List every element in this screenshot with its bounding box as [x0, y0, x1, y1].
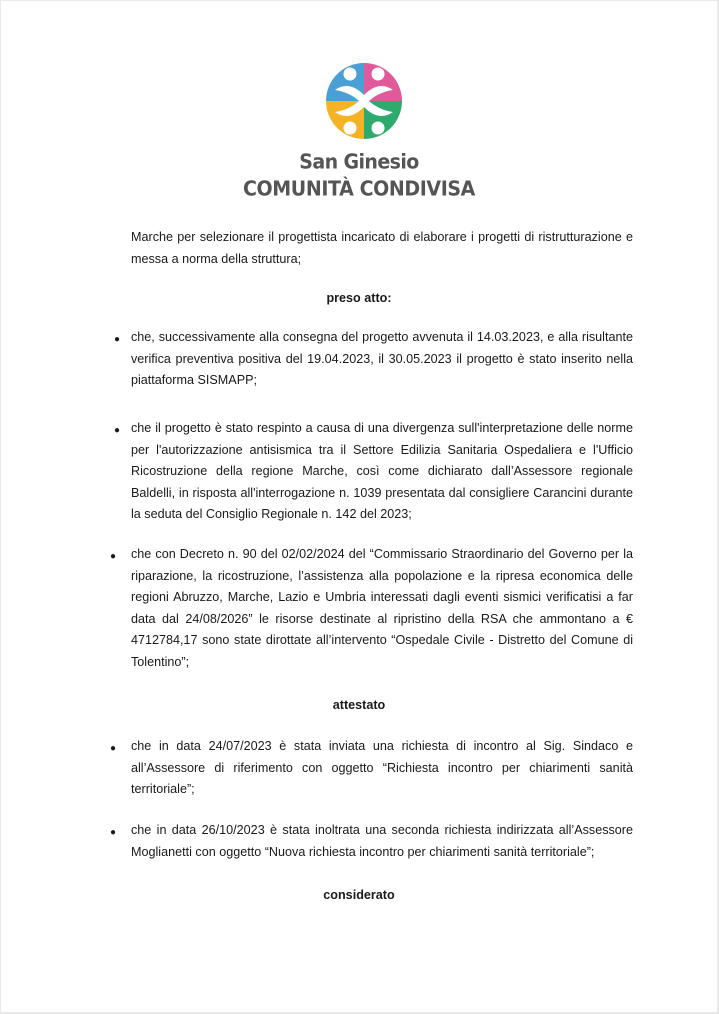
- san-ginesio-community-logo: [325, 60, 403, 142]
- bullet-marker: ●: [110, 743, 117, 754]
- list-item-5: che in data 26/10/2023 è stata inoltrata una seconda richiesta indirizzata all’Assessore Moglianetti con oggetto “Nuova richiesta incontro per chiarimenti sanità territoriale”;: [131, 823, 633, 859]
- bullet-marker: ●: [114, 425, 121, 436]
- bullet-marker: ●: [110, 551, 117, 562]
- brand-tagline: COMUNITÀ CONDIVISA: [242, 177, 475, 201]
- heading-attestato: attestato: [332, 698, 386, 712]
- heading-considerato: considerato: [323, 888, 395, 902]
- bullet-marker: ●: [110, 827, 117, 838]
- list-item-3: che con Decreto n. 90 del 02/02/2024 del “Commissario Straordinario del Governo per la riparazione, la ricostruzione, l’assistenza alla popolazione e la ripresa economica delle regioni Abruzzo, Marche, Lazio e Umbria interessati dagli eventi sismici verificatisi a far data dal 24/08/2026” le risorse destinate al ripristino della RSA che ammontano a € 4712784,17 sono state dirottate all’intervento “Ospedale Civile - Distretto del Comune di Tolentino”;: [131, 547, 633, 669]
- document-page: [1, 1, 717, 1012]
- intro-paragraph: Marche per selezionare il progettista incaricato di elaborare i progetti di ristrutturazione e messa a norma della struttura;: [131, 230, 633, 266]
- list-item-1: che, successivamente alla consegna del progetto avvenuta il 14.03.2023, e alla risultante verifica preventiva positiva del 19.04.2023, il 30.05.2023 il progetto è stato inserito nella piattaforma SISMAPP;: [131, 330, 633, 388]
- list-item-2: che il progetto è stato respinto a causa di una divergenza sull'interpretazione delle norme per l'autorizzazione antisismica tra il Settore Edilizia Sanitaria Ospedaliera e l'Ufficio Ricostruzione della regione Marche, così come dichiarato dall’Assessore regionale Baldelli, in risposta all'interrogazione n. 1039 presentata dal consigliere Carancini durante la seduta del Consiglio Regionale n. 142 del 2023;: [131, 421, 633, 522]
- heading-preso-atto: preso atto:: [326, 291, 392, 305]
- bullet-marker: ●: [114, 334, 121, 345]
- list-item-4: che in data 24/07/2023 è stata inviata una richiesta di incontro al Sig. Sindaco e all’Assessore di riferimento con oggetto “Richiesta incontro per chiarimenti sanità territoriale”;: [131, 739, 633, 797]
- brand-name: San Ginesio: [299, 150, 419, 174]
